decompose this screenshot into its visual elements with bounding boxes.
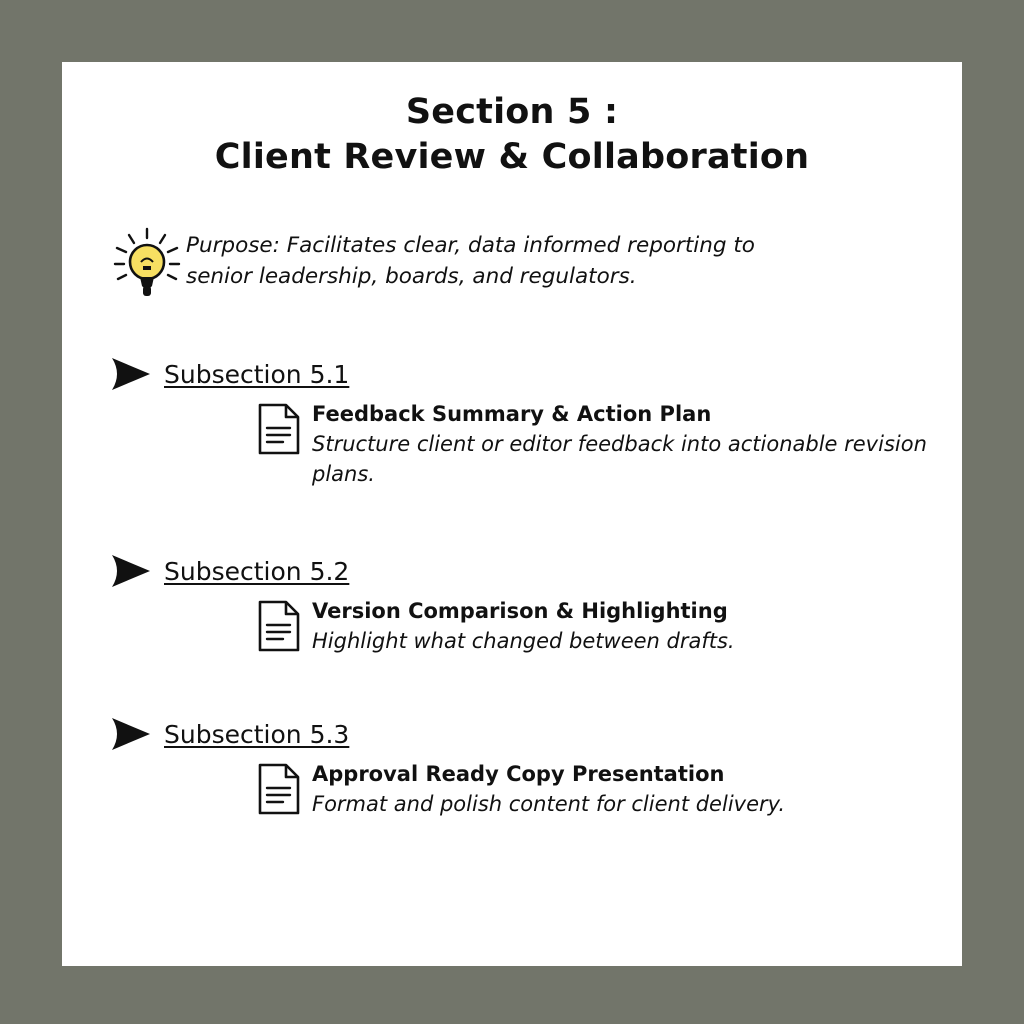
subsection-header[interactable] (110, 551, 962, 591)
subsection-body (110, 400, 962, 489)
subsection-link-5-2[interactable]: Subsection 5.2 (164, 556, 350, 586)
slide-page (62, 62, 962, 966)
purpose-row (62, 224, 962, 304)
document-icon (256, 762, 302, 816)
subsection-texts (312, 400, 962, 489)
document-icon (256, 402, 302, 456)
subsection-item (62, 551, 962, 656)
arrow-icon (110, 354, 152, 394)
subsection-header[interactable] (110, 354, 962, 394)
subsection-link-5-1[interactable]: Subsection 5.1 (164, 359, 350, 389)
purpose-text: Purpose: Facilitates clear, data informed reporting to senior leadership, boards, and regulators. (186, 233, 755, 289)
subsection-list (62, 354, 962, 819)
document-icon (256, 599, 302, 653)
title-line-2: Client Review & Collaboration (214, 137, 810, 177)
subsection-description: Structure client or editor feedback into actionable revision plans. (312, 432, 927, 486)
arrow-icon (110, 714, 152, 754)
subsection-body (110, 597, 962, 656)
subsection-title: Feedback Summary & Action Plan (312, 402, 712, 426)
subsection-texts (312, 597, 735, 656)
arrow-icon (110, 551, 152, 591)
page-title (62, 62, 962, 180)
subsection-item (62, 354, 962, 489)
subsection-link-5-3[interactable]: Subsection 5.3 (164, 719, 350, 749)
subsection-item (62, 714, 962, 819)
subsection-description: Highlight what changed between drafts. (312, 629, 735, 653)
subsection-texts (312, 760, 785, 819)
subsection-title: Approval Ready Copy Presentation (312, 762, 725, 786)
title-line-1: Section 5 : (405, 92, 619, 132)
lightbulb-icon (108, 224, 186, 304)
subsection-body (110, 760, 962, 819)
subsection-title: Version Comparison & Highlighting (312, 599, 728, 623)
subsection-header[interactable] (110, 714, 962, 754)
subsection-description: Format and polish content for client delivery. (312, 792, 786, 816)
